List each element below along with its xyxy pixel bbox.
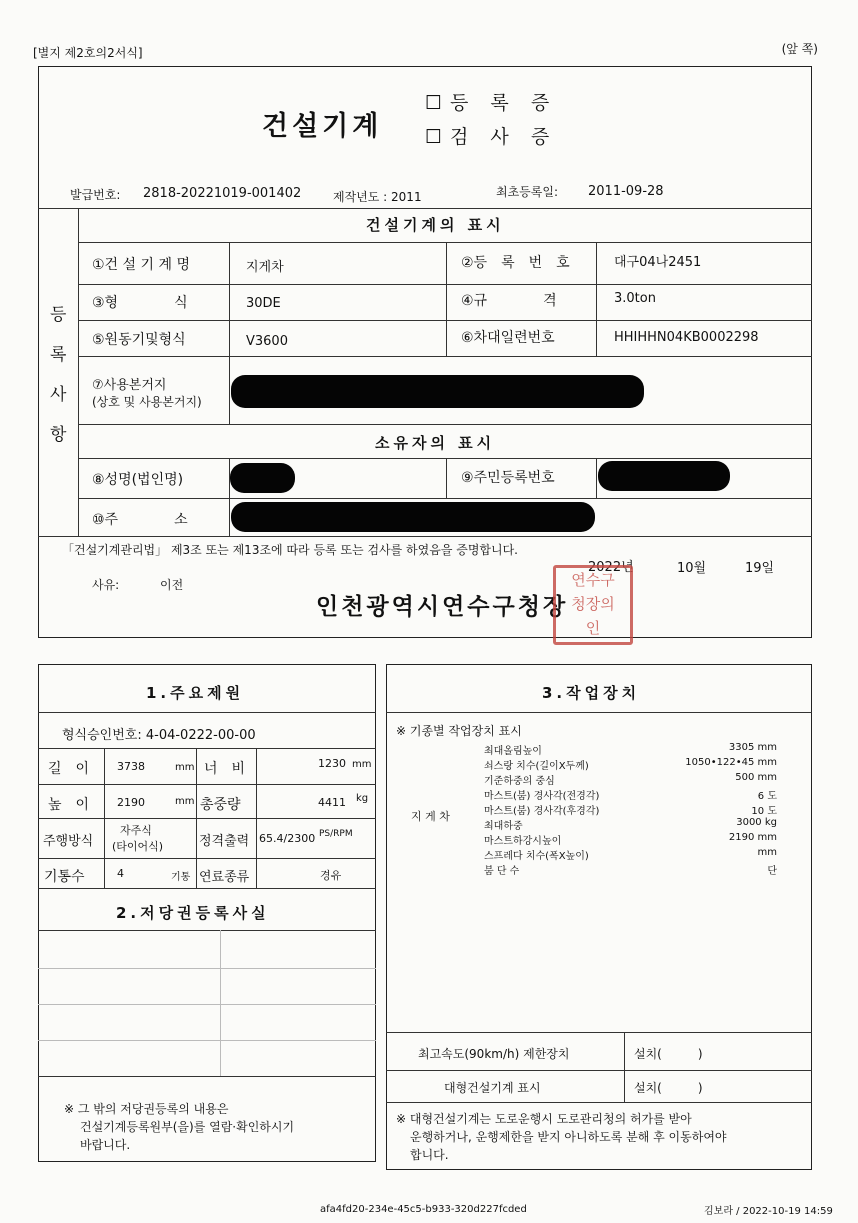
reg-number-value: 대구04나2451 <box>614 255 702 270</box>
cert-month: 10월 <box>677 561 707 576</box>
row-line <box>386 712 812 713</box>
row-line <box>78 320 812 321</box>
title-option-registration: ☐등 록 증 <box>425 92 558 114</box>
reg-number-label: ②등 록 번 호 <box>461 255 570 271</box>
redacted-owner-name <box>230 463 295 493</box>
side-label-4: 항 <box>50 425 67 445</box>
redacted-address <box>231 502 595 532</box>
row-line <box>38 930 376 931</box>
drive-value-2: (타이어식) <box>112 840 164 853</box>
height-unit: mm <box>175 796 195 807</box>
row-line <box>38 712 376 713</box>
work-spec-label: 마스트(붐) 경사각(전경각) <box>484 791 600 802</box>
col-line <box>446 242 447 356</box>
first-registration-date: 2011-09-28 <box>588 184 664 199</box>
width-unit: mm <box>352 759 372 770</box>
rrn-label: ⑨주민등록번호 <box>461 470 555 486</box>
cylinder-label: 기통수 <box>44 869 85 885</box>
drive-value-1: 자주식 <box>120 824 152 837</box>
row-line <box>38 858 376 859</box>
manufacture-year: 제작년도 : 2011 <box>333 190 422 204</box>
vin-value: HHIHHN04KB0002298 <box>614 330 759 345</box>
row-line <box>386 1102 812 1103</box>
address-label: ⑩주 소 <box>92 512 188 528</box>
power-label: 정격출력 <box>199 834 250 849</box>
issue-number: 2818-20221019-001402 <box>143 186 302 201</box>
issue-number-label: 발급번호: <box>70 188 121 202</box>
work-spec-value: 3000 kg <box>736 817 777 828</box>
owner-name-label: ⑧성명(법인명) <box>92 472 184 488</box>
seal-line-1: 연수구 <box>571 571 615 589</box>
fuel-label: 연료종류 <box>199 870 250 885</box>
col-line <box>229 458 230 536</box>
length-label: 길 이 <box>48 761 90 777</box>
drive-label: 주행방식 <box>43 834 94 849</box>
col-line <box>196 748 197 888</box>
print-info: 김보라 / 2022-10-19 14:59 <box>704 1206 833 1217</box>
work-spec-value: 1050•122•45 mm <box>685 757 777 768</box>
width-label: 너 비 <box>204 761 246 777</box>
col-line <box>624 1032 625 1102</box>
cylinder-unit: 기통 <box>171 872 191 883</box>
work-note-2: 운행하거나, 운행제한을 받지 아니하도록 분해 후 이동하여야 <box>410 1130 727 1144</box>
row-line <box>38 968 376 969</box>
height-label: 높 이 <box>48 797 90 813</box>
redacted-location <box>231 375 644 408</box>
row-line <box>38 784 376 785</box>
machine-name-value: 지게차 <box>246 260 284 275</box>
col-line <box>220 930 221 1076</box>
work-spec-value: 10 도 <box>751 806 777 817</box>
type-value: 30DE <box>246 296 281 311</box>
issuer-name: 인천광역시연수구청장 <box>316 594 569 620</box>
weight-value: 4411 <box>318 796 346 809</box>
length-value: 3738 <box>117 760 145 773</box>
row-line <box>78 458 812 459</box>
work-spec-value: 500 mm <box>735 772 777 783</box>
row-line <box>38 818 376 819</box>
mortgage-note-1: ※ 그 밖의 저당권등록의 내용은 <box>64 1102 229 1116</box>
work-spec-label: 기준하중의 중심 <box>484 776 555 787</box>
row-line <box>38 1076 376 1077</box>
spec-label: ④규 격 <box>461 293 557 309</box>
reason-value: 이전 <box>160 578 184 592</box>
seal-line-2: 청장의 <box>571 595 615 613</box>
side-label-1: 등 <box>50 305 67 325</box>
document-title: 건설기계 <box>262 111 383 142</box>
width-value: 1230 <box>318 757 346 770</box>
official-seal <box>553 565 633 645</box>
power-value: 65.4/2300 <box>259 832 316 845</box>
work-spec-label: 쇠스랑 치수(길이X두께) <box>484 761 589 772</box>
large-machine-label: 대형건설기계 표시 <box>444 1081 541 1095</box>
machine-section-title: 건설기계의 표시 <box>366 216 505 234</box>
work-section-title: 3.작업장치 <box>542 684 641 702</box>
cert-day: 19일 <box>745 561 775 576</box>
work-spec-label: 마스트하강시높이 <box>484 836 562 847</box>
col-line <box>596 242 597 356</box>
col-line <box>104 748 105 888</box>
side-label-2: 록 <box>50 345 67 365</box>
work-subtitle: ※ 기종별 작업장치 표시 <box>396 724 522 738</box>
engine-label: ⑤원동기및형식 <box>92 332 186 348</box>
fuel-value: 경유 <box>320 869 342 882</box>
weight-label: 총중량 <box>200 797 241 813</box>
weight-unit: kg <box>356 793 369 804</box>
specs-section-title: 1.주요제원 <box>146 684 245 702</box>
mortgage-note-2: 건설기계등록원부(을)를 열람·확인하시기 <box>80 1120 295 1134</box>
work-spec-value: 단 <box>767 866 777 877</box>
height-value: 2190 <box>117 796 145 809</box>
row-line <box>38 536 812 537</box>
document-id: afa4fd20-234e-45c5-b933-320d227fcded <box>320 1204 527 1215</box>
row-line <box>78 424 812 425</box>
row-line <box>386 1070 812 1071</box>
row-line <box>386 1032 812 1033</box>
row-line <box>38 1040 376 1041</box>
mortgage-section-title: 2.저당권등록사실 <box>116 904 270 922</box>
vin-label: ⑥차대일련번호 <box>461 330 555 346</box>
work-spec-label: 마스트(붐) 경사각(후경각) <box>484 806 600 817</box>
col-line <box>446 458 447 498</box>
side-label-3: 사 <box>50 385 67 405</box>
row-line <box>78 284 812 285</box>
work-machine-type: 지 게 차 <box>411 810 450 823</box>
row-line <box>78 498 812 499</box>
machine-name-label: ①건 설 기 계 명 <box>92 257 190 273</box>
work-note-1: ※ 대형건설기계는 도로운행시 도로관리청의 허가를 받아 <box>396 1112 692 1126</box>
seal-line-3: 인 <box>585 619 601 637</box>
approval-number: 형식승인번호: 4-04-0222-00-00 <box>62 728 256 743</box>
work-spec-value: 2190 mm <box>728 832 777 843</box>
col-line <box>596 458 597 498</box>
redacted-rrn <box>598 461 730 491</box>
cert-year: 2022년 <box>588 560 634 575</box>
location-label: ⑦사용본거지 <box>92 378 167 393</box>
location-sublabel: (상호 및 사용본거지) <box>92 395 202 409</box>
reason-label: 사유: <box>92 578 120 592</box>
row-line <box>38 888 376 889</box>
form-number: [별지 제2호의2서식] <box>33 46 143 60</box>
mortgage-note-3: 바랍니다. <box>80 1138 131 1152</box>
title-option-inspection: ☐검 사 증 <box>425 126 558 148</box>
power-unit: PS/RPM <box>319 829 353 839</box>
work-spec-label: 붐 단 수 <box>484 866 520 877</box>
table-top-line <box>38 208 812 209</box>
speed-limiter-value: 설치( ) <box>634 1047 703 1061</box>
owner-section-title: 소유자의 표시 <box>375 434 496 452</box>
work-spec-value: mm <box>757 847 777 858</box>
col-line <box>256 748 257 888</box>
row-line <box>78 356 812 357</box>
large-machine-value: 설치( ) <box>634 1081 703 1095</box>
work-spec-value: 6 도 <box>757 791 777 802</box>
work-spec-value: 3305 mm <box>728 742 777 753</box>
cylinder-value: 4 <box>117 867 124 880</box>
type-label: ③형 식 <box>92 295 188 311</box>
spec-value: 3.0ton <box>614 291 656 306</box>
row-line <box>38 1004 376 1005</box>
first-registration-label: 최초등록일: <box>496 185 559 199</box>
speed-limiter-label: 최고속도(90km/h) 제한장치 <box>418 1047 570 1061</box>
page-side: (앞 쪽) <box>781 42 818 56</box>
work-spec-label: 스프레다 치수(폭X높이) <box>484 851 589 862</box>
length-unit: mm <box>175 762 195 773</box>
side-column-line <box>78 208 79 536</box>
engine-value: V3600 <box>246 334 288 349</box>
certification-statement: 「건설기계관리법」 제3조 또는 제13조에 따라 등록 또는 검사를 하였음을 증명합니다. <box>62 543 518 557</box>
work-spec-label: 최대하중 <box>484 821 523 832</box>
work-note-3: 합니다. <box>410 1148 449 1162</box>
row-line <box>38 748 376 749</box>
work-spec-label: 최대올림높이 <box>484 746 542 757</box>
row-line <box>78 242 812 243</box>
col-line <box>229 242 230 424</box>
